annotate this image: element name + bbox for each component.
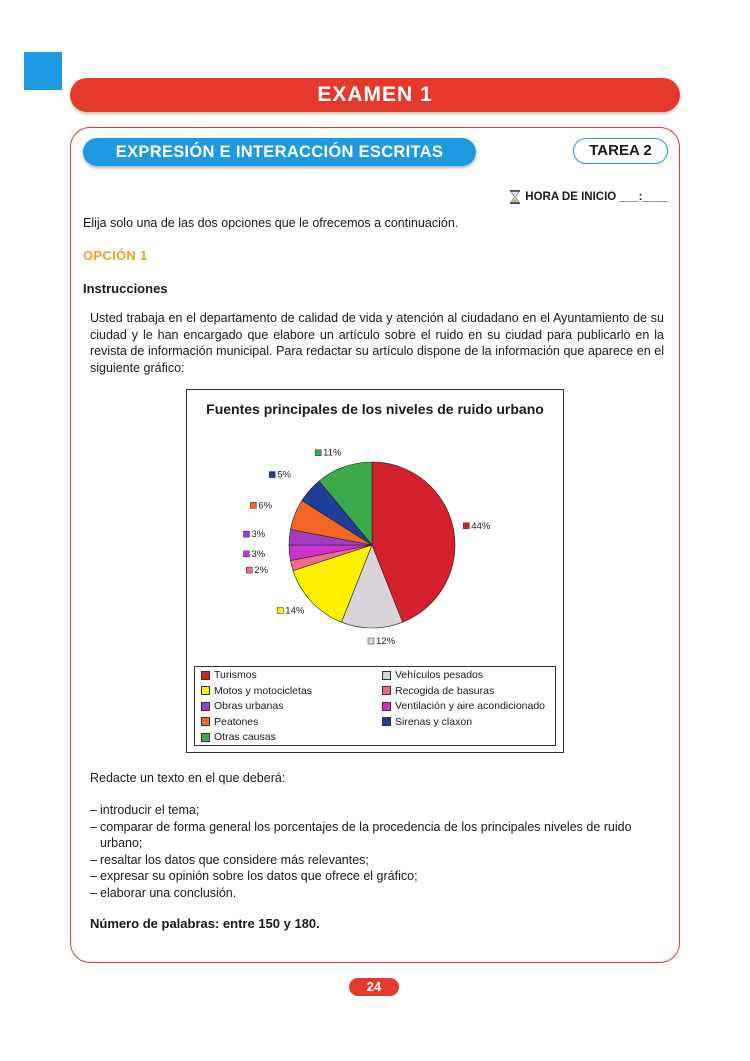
legend-item-ventilacion-y-aire-acondicionado bbox=[382, 700, 545, 712]
data-label: 11% bbox=[323, 447, 342, 459]
start-time bbox=[509, 190, 668, 204]
legend-item-peatones bbox=[201, 716, 258, 728]
data-label: 3% bbox=[251, 548, 266, 560]
instructions-text: Usted trabaja en el departamento de calidad de vida y atención al ciudadano en el Ayuntamiento de su ciudad y le han encargado que elabore un artículo sobre el ruido en su ciudad para publicarlo en la revista de información municipal. Para redactar su artículo dispone de la información que aparece en el siguiente gráfico: bbox=[90, 311, 664, 375]
legend-swatch bbox=[382, 702, 391, 711]
task-bullet: – bbox=[90, 869, 97, 883]
data-label-swatch bbox=[243, 551, 249, 557]
data-label-swatch bbox=[246, 567, 252, 573]
pie-chart-svg bbox=[187, 390, 565, 660]
legend-item-otras-causas bbox=[201, 731, 276, 743]
data-label-swatch bbox=[243, 531, 249, 537]
data-label-swatch bbox=[368, 638, 374, 644]
legend-item-turismos bbox=[201, 669, 257, 681]
instructions-title: Instrucciones bbox=[83, 281, 168, 296]
task-item bbox=[90, 885, 664, 902]
legend-item-obras-urbanas bbox=[201, 700, 283, 712]
task-text: elaborar una conclusión. bbox=[100, 885, 237, 900]
chart-legend bbox=[194, 666, 556, 746]
exam-title-banner: EXAMEN 1 bbox=[70, 78, 680, 112]
option-title: OPCIÓN 1 bbox=[83, 248, 148, 263]
tasks-lead: Redacte un texto en el que deberá: bbox=[90, 771, 286, 785]
legend-label: Peatones bbox=[214, 715, 259, 728]
legend-label: Obras urbanas bbox=[214, 700, 284, 712]
data-label: 5% bbox=[277, 469, 291, 481]
legend-item-sirenas-y-claxon bbox=[382, 716, 472, 728]
task-label: TAREA 2 bbox=[573, 138, 668, 164]
section-title: EXPRESIÓN E INTERACCIÓN ESCRITAS bbox=[83, 138, 476, 166]
task-text: expresar su opinión sobre los datos que ofrece el gráfico; bbox=[100, 869, 418, 883]
legend-swatch bbox=[382, 671, 391, 680]
data-label-swatch bbox=[463, 523, 469, 529]
word-count: Número de palabras: entre 150 y 180. bbox=[90, 916, 320, 931]
legend-swatch bbox=[201, 717, 210, 726]
legend-item-recogida-de-basuras bbox=[382, 685, 494, 697]
legend-label: Turismos bbox=[214, 669, 257, 681]
legend-item-vehiculos-pesados bbox=[382, 669, 483, 681]
task-text: resaltar los datos que considere más relevantes; bbox=[100, 852, 369, 867]
legend-swatch bbox=[201, 671, 210, 680]
legend-swatch bbox=[201, 686, 210, 695]
task-bullet: – bbox=[90, 852, 97, 867]
data-label: 12% bbox=[376, 636, 396, 647]
data-label: 44% bbox=[471, 520, 491, 532]
task-item bbox=[90, 852, 664, 869]
task-item bbox=[90, 868, 664, 885]
corner-color-tab bbox=[24, 52, 62, 90]
task-list bbox=[90, 802, 664, 901]
legend-label: Ventilación y aire acondicionado bbox=[395, 700, 546, 712]
data-label: 2% bbox=[254, 565, 269, 577]
data-label-swatch bbox=[277, 607, 283, 613]
data-label-swatch bbox=[315, 450, 321, 456]
intro-text: Elija solo una de las dos opciones que le ofrecemos a continuación. bbox=[83, 216, 459, 230]
data-label: 14% bbox=[285, 605, 305, 617]
legend-label: Otras causas bbox=[214, 731, 276, 743]
legend-swatch bbox=[382, 717, 391, 726]
legend-swatch bbox=[201, 702, 210, 711]
task-text: comparar de forma general los porcentajes de la procedencia de los principales niveles de ruido urbano; bbox=[100, 819, 632, 850]
task-bullet: – bbox=[90, 885, 97, 900]
legend-label: Vehículos pesados bbox=[395, 669, 484, 681]
page-number: 24 bbox=[349, 978, 399, 996]
task-item bbox=[90, 802, 664, 819]
data-label-swatch bbox=[269, 472, 275, 478]
legend-item-motos-y-motocicletas bbox=[201, 685, 312, 697]
legend-label: Motos y motocicletas bbox=[214, 684, 313, 697]
pie-chart bbox=[186, 389, 564, 753]
hourglass-icon bbox=[509, 190, 521, 204]
task-bullet: – bbox=[90, 819, 97, 834]
legend-swatch bbox=[382, 686, 391, 695]
start-time-label: HORA DE INICIO ___:____ bbox=[525, 191, 668, 203]
task-bullet: – bbox=[90, 803, 97, 817]
data-label-swatch bbox=[250, 502, 256, 508]
task-text: introducir el tema; bbox=[100, 803, 200, 817]
data-label: 6% bbox=[258, 500, 273, 512]
task-item bbox=[90, 819, 664, 852]
legend-label: Sirenas y claxon bbox=[395, 715, 473, 728]
chart-title: Fuentes principales de los niveles de ruido urbano bbox=[206, 401, 544, 417]
legend-swatch bbox=[201, 733, 210, 742]
legend-label: Recogida de basuras bbox=[395, 684, 495, 697]
data-label: 3% bbox=[251, 529, 266, 541]
